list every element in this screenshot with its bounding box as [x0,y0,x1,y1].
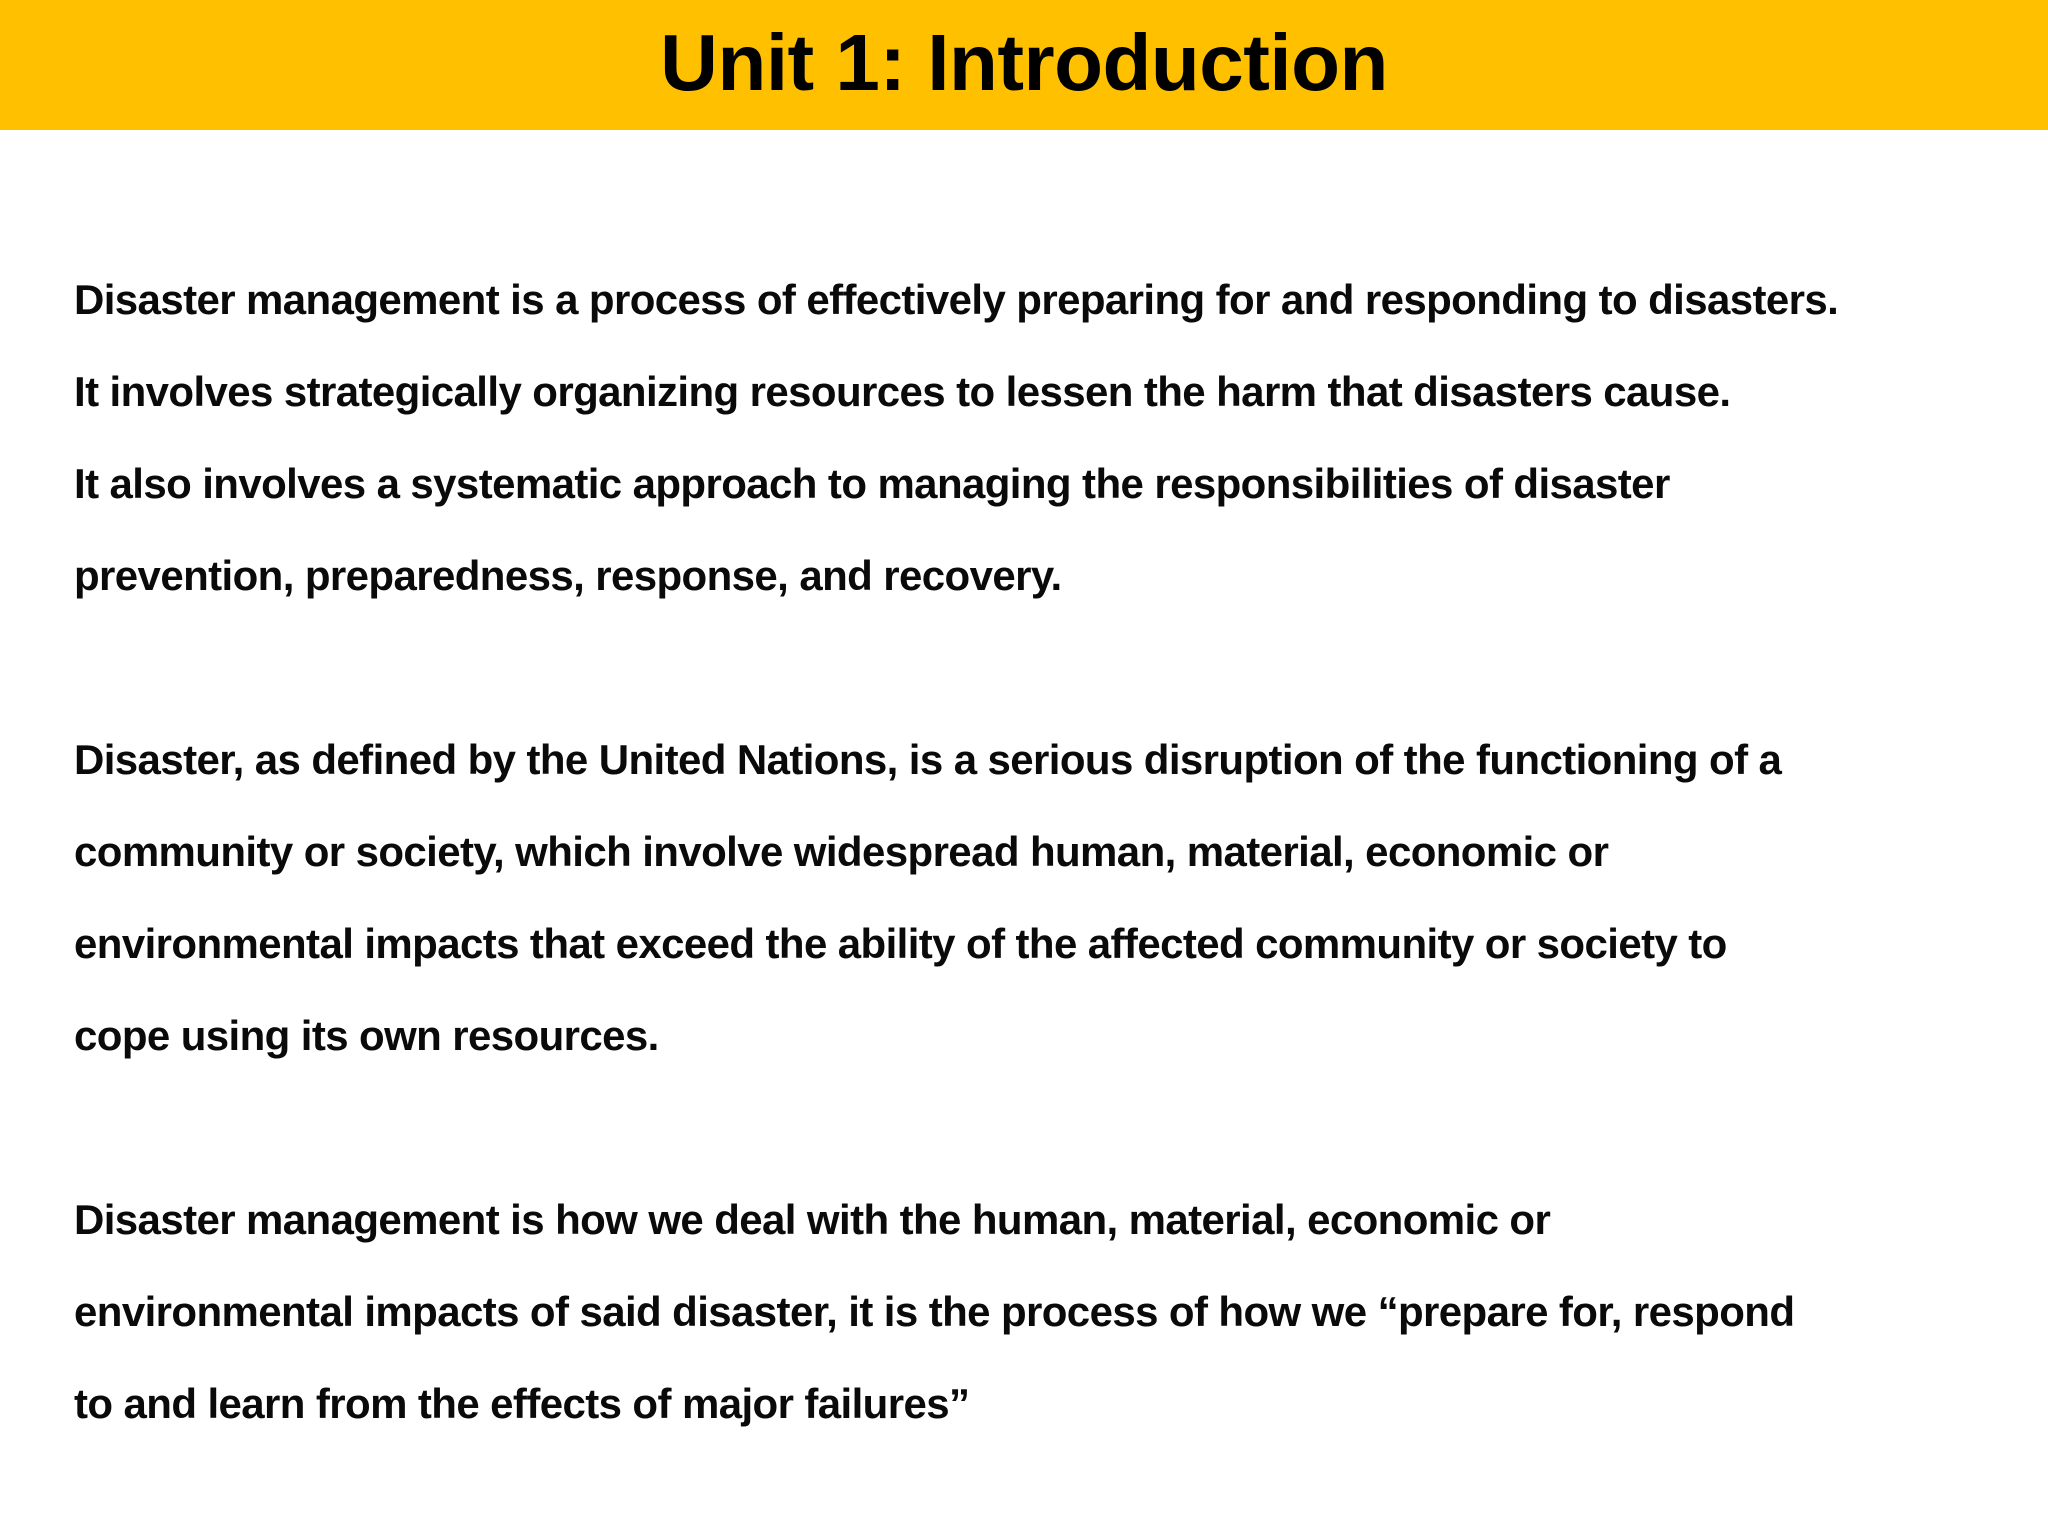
text-line: It also involves a systematic approach to managing the responsibilities of disaster [74,460,1670,507]
title-banner [0,0,2048,130]
paragraph-how-we-deal [74,1174,2024,1450]
text-line: to and learn from the effects of major failures” [74,1380,970,1427]
text-line: environmental impacts that exceed the ability of the affected community or society to [74,920,1727,967]
text-line: Disaster management is a process of effectively preparing for and responding to disasters. [74,276,1839,323]
paragraph-definition-disaster-management [74,254,2024,622]
text-line: cope using its own resources. [74,1012,659,1059]
slide-title: Unit 1: Introduction [660,18,1388,107]
paragraph-spacer [74,622,2024,714]
text-line: Disaster management is how we deal with the human, material, economic or [74,1196,1551,1243]
slide-body [74,254,2024,1450]
text-line: prevention, preparedness, response, and recovery. [74,552,1062,599]
text-line: It involves strategically organizing resources to lessen the harm that disasters cause. [74,368,1731,415]
text-line: environmental impacts of said disaster, it is the process of how we “prepare for, respond [74,1288,1795,1335]
paragraph-spacer [74,1082,2024,1174]
text-line: Disaster, as defined by the United Nations, is a serious disruption of the functioning of a [74,736,1782,783]
paragraph-un-definition [74,714,2024,1082]
text-line: community or society, which involve widespread human, material, economic or [74,828,1609,875]
